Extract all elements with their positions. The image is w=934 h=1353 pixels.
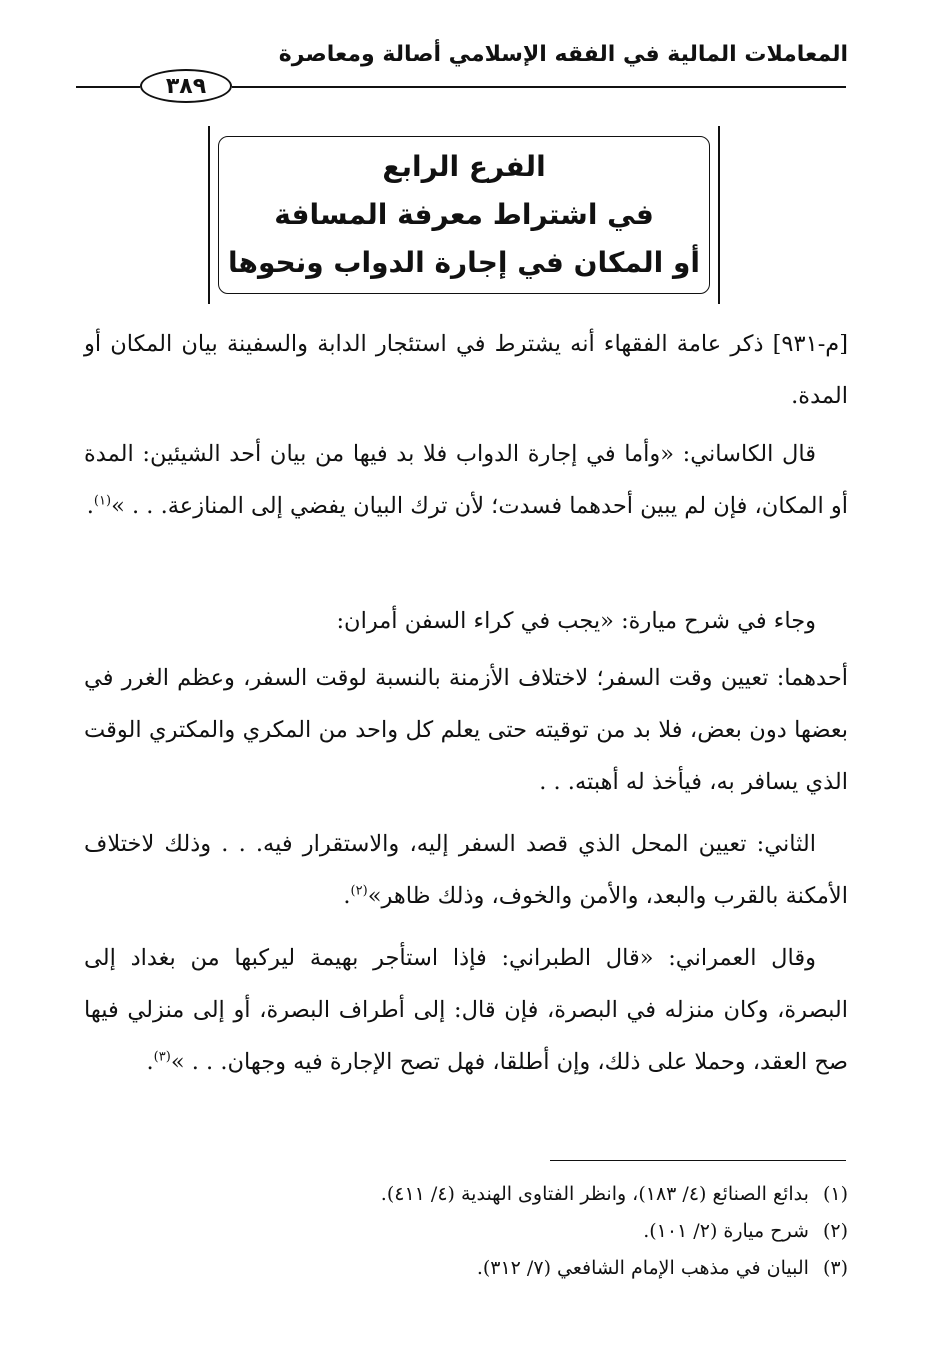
footnote-number: (٣): [822, 1257, 848, 1279]
header-rule-right: [232, 86, 846, 88]
paragraph-2-text: قال الكاساني: «وأما في إجارة الدواب فلا بد فيها من بيان أحد الشيئين: المدة أو المكان، فإن لم يبين أحدهما فسدت؛ لأن ترك البيان يفضي إلى المنازعة. . . »: [84, 441, 848, 519]
paragraph-6: [84, 932, 848, 1088]
paragraph-6-text: وقال العمراني: «قال الطبراني: فإذا استأجر بهيمة ليركبها من بغداد إلى البصرة، وكان منزله في البصرة، فإن قال: إلى أطراف البصرة، أو إلى منزلي فيها صح العقد، وحملا على ذلك، وإن أطلقا، فهل تصح الإجارة فيه وجهان. . . »: [84, 945, 848, 1075]
section-title-line-3: أو المكان في إجارة الدواب ونحوها: [228, 246, 700, 279]
footnote-number: (٢): [822, 1220, 848, 1242]
paragraph-2: [84, 428, 848, 532]
paragraph-1-text: [م-٩٣١] ذكر عامة الفقهاء أنه يشترط في استئجار الدابة والسفينة بيان المكان أو المدة.: [84, 331, 848, 409]
paragraph-3: [84, 595, 848, 647]
paragraph-5-end: .: [343, 883, 351, 909]
footnote-text: بدائع الصنائع (٤/ ١٨٣)، وانظر الفتاوى الهندية (٤/ ٤١١).: [380, 1183, 809, 1205]
paragraph-3-text: وجاء في شرح ميارة: «يجب في كراء السفن أمران:: [336, 608, 816, 634]
paragraph-4-text: أحدهما: تعيين وقت السفر؛ لاختلاف الأزمنة بالنسبة لوقت السفر، وعظم الغرر في بعضها دون بعض، فلا بد من توقيته حتى يعلم كل واحد من المكري والمكتري الوقت الذي يسافر به، فيأخذ له أهبته. . .: [84, 665, 848, 795]
footnote-number: (١): [822, 1183, 848, 1205]
footnote-ref-3[interactable]: (٣): [153, 1049, 171, 1065]
section-title-line-2: في اشتراط معرفة المسافة: [274, 198, 654, 231]
paragraph-5: [84, 818, 848, 922]
running-title: المعاملات المالية في الفقه الإسلامي أصالة ومعاصرة: [278, 42, 848, 67]
section-title-frame: [208, 126, 720, 304]
paragraph-2-end: .: [86, 493, 94, 519]
footnote-1: [84, 1176, 848, 1213]
paragraph-5-text: الثاني: تعيين المحل الذي قصد السفر إليه، والاستقرار فيه. . . وذلك لاختلاف الأمكنة بالقرب والبعد، والأمن والخوف، وذلك ظاهر»: [84, 831, 848, 909]
header-rule-left: [76, 86, 140, 88]
footnote-text: البيان في مذهب الإمام الشافعي (٧/ ٣١٢).: [476, 1257, 809, 1279]
footnote-ref-2[interactable]: (٢): [350, 883, 368, 899]
footnote-3: [84, 1250, 848, 1287]
paragraph-4: [84, 652, 848, 808]
footnote-separator: [550, 1160, 846, 1161]
footnotes: [84, 1176, 848, 1287]
footnote-2: [84, 1213, 848, 1250]
footnote-text: شرح ميارة (٢/ ١٠١).: [643, 1220, 809, 1242]
footnote-ref-1[interactable]: (١): [93, 493, 112, 509]
section-title-box: [218, 136, 710, 294]
section-title-line-1: الفرع الرابع: [382, 150, 546, 183]
paragraph-6-end: .: [146, 1049, 154, 1075]
page-number: ٣٨٩: [140, 69, 232, 103]
paragraph-1: [84, 318, 848, 422]
